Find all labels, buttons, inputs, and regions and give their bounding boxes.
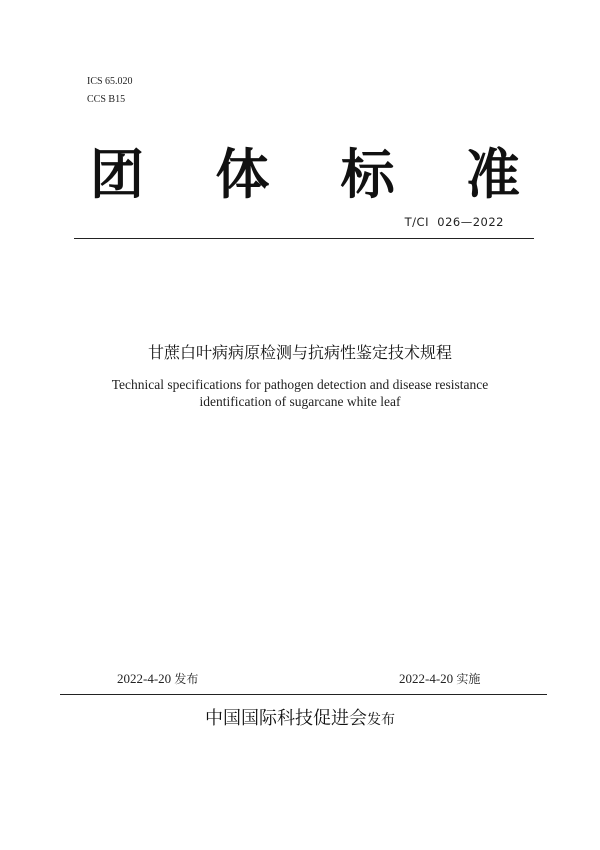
english-title [0, 376, 600, 410]
footer-divider [60, 694, 547, 695]
standard-number: T/CI 026—2022 [404, 215, 504, 229]
ics-code: ICS 65.020 [87, 76, 133, 87]
title-char-1: 团 [90, 142, 144, 206]
publish-date-label: 发布 [174, 672, 199, 686]
header-divider [74, 238, 534, 239]
english-title-line-1: Technical specifications for pathogen detection and disease resistance [111, 377, 489, 392]
classification-codes [87, 73, 133, 109]
publisher-action: 发布 [367, 712, 395, 728]
ccs-code: CCS B15 [87, 94, 126, 105]
chinese-title: 甘蔗白叶病病原检测与抗病性鉴定技术规程 [147, 343, 452, 362]
title-char-3: 标 [340, 142, 395, 206]
implement-date [399, 670, 480, 687]
title-char-2: 体 [215, 142, 270, 206]
english-title-line-2: identification of sugarcane white leaf [199, 394, 401, 409]
publisher-org: 中国国际科技促进会 [205, 708, 367, 729]
standard-type-title [90, 142, 520, 206]
title-char-4: 准 [465, 142, 520, 206]
publisher [0, 704, 600, 730]
implement-date-label: 实施 [456, 672, 481, 686]
publish-date-value: 2022-4-20 [117, 671, 172, 686]
publish-date [117, 670, 198, 687]
implement-date-value: 2022-4-20 [399, 671, 454, 686]
